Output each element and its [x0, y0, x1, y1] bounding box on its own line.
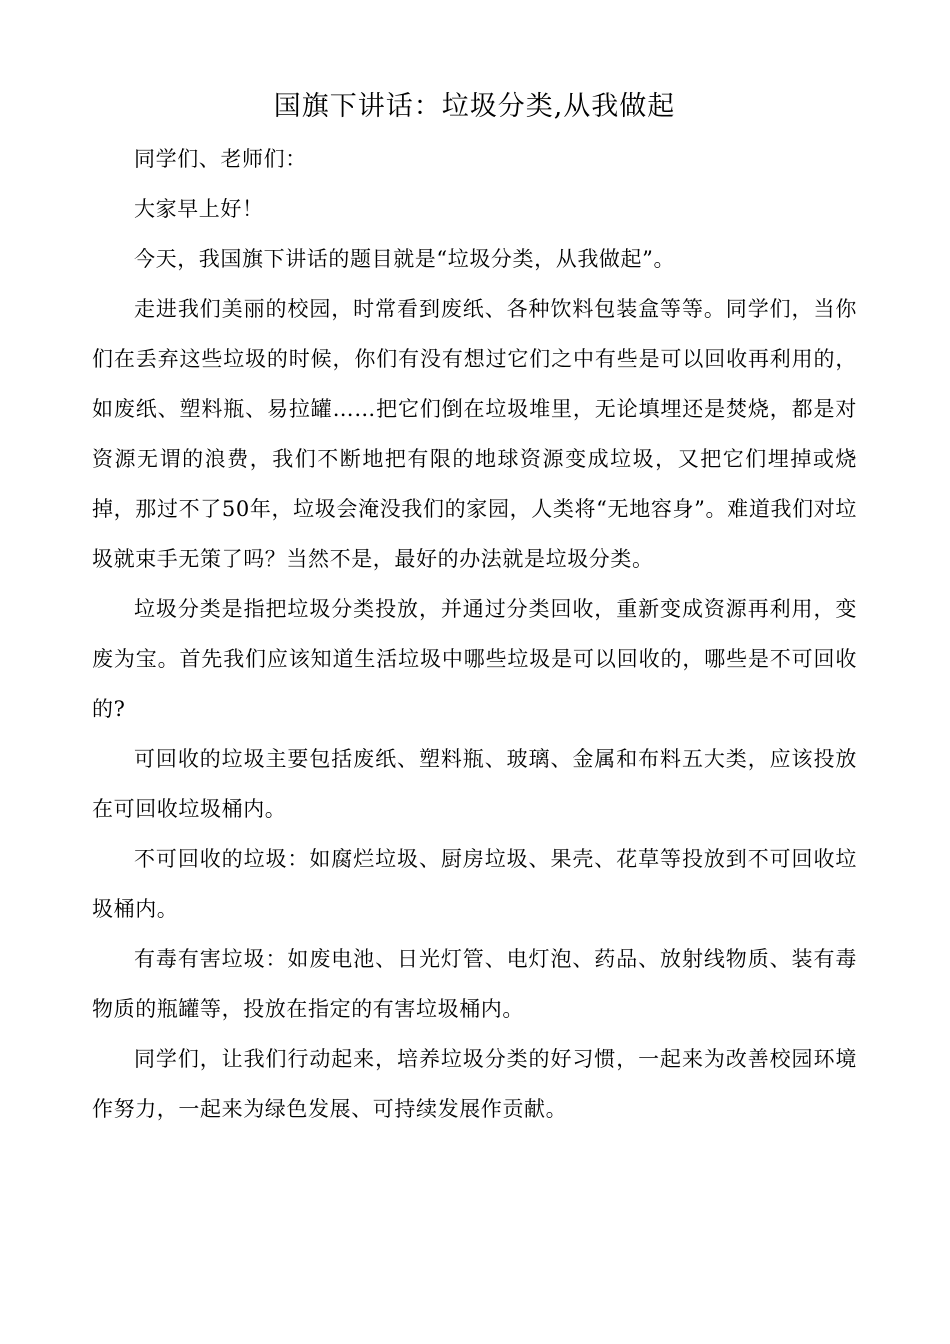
page-title: 国旗下讲话：垃圾分类,从我做起 — [273, 91, 676, 122]
paragraph-topic: 今天，我国旗下讲话的题目就是“垃圾分类，从我做起”。 — [134, 247, 676, 271]
paragraph-good-morning: 大家早上好！ — [134, 197, 264, 221]
document-page — [92, 84, 857, 1134]
paragraph-call-to-action: 同学们，让我们行动起来，培养垃圾分类的好习惯，一起来为改善校园环境作努力，一起来为绿色发展、可持续发展作贡献。 — [92, 1047, 857, 1121]
paragraph-hazardous: 有毒有害垃圾：如废电池、日光灯管、电灯泡、药品、放射线物质、装有毒物质的瓶罐等，投放在指定的有害垃圾桶内。 — [92, 947, 857, 1021]
paragraph-campus-waste: 走进我们美丽的校园，时常看到废纸、各种饮料包装盒等等。同学们，当你们在丢弃这些垃圾的时候，你们有没有想过它们之中有些是可以回收再利用的，如废纸、塑料瓶、易拉罐……把它们倒在垃圾堆里，无论填埋还是焚烧，都是对资源无谓的浪费，我们不断地把有限的地球资源变成垃圾，又把它们埋掉或烧掉，那过不了50年，垃圾会淹没我们的家园，人类将“无地容身”。难道我们对垃圾就束手无策了吗？当然不是，最好的办法就是垃圾分类。 — [92, 297, 857, 571]
paragraph-greeting: 同学们、老师们： — [134, 147, 307, 171]
paragraph-definition: 垃圾分类是指把垃圾分类投放，并通过分类回收，重新变成资源再利用，变废为宝。首先我们应该知道生活垃圾中哪些垃圾是可以回收的，哪些是不可回收的? — [92, 597, 857, 721]
paragraph-non-recyclable: 不可回收的垃圾：如腐烂垃圾、厨房垃圾、果壳、花草等投放到不可回收垃圾桶内。 — [92, 847, 857, 921]
paragraph-recyclable: 可回收的垃圾主要包括废纸、塑料瓶、玻璃、金属和布料五大类，应该投放在可回收垃圾桶内。 — [92, 747, 857, 821]
